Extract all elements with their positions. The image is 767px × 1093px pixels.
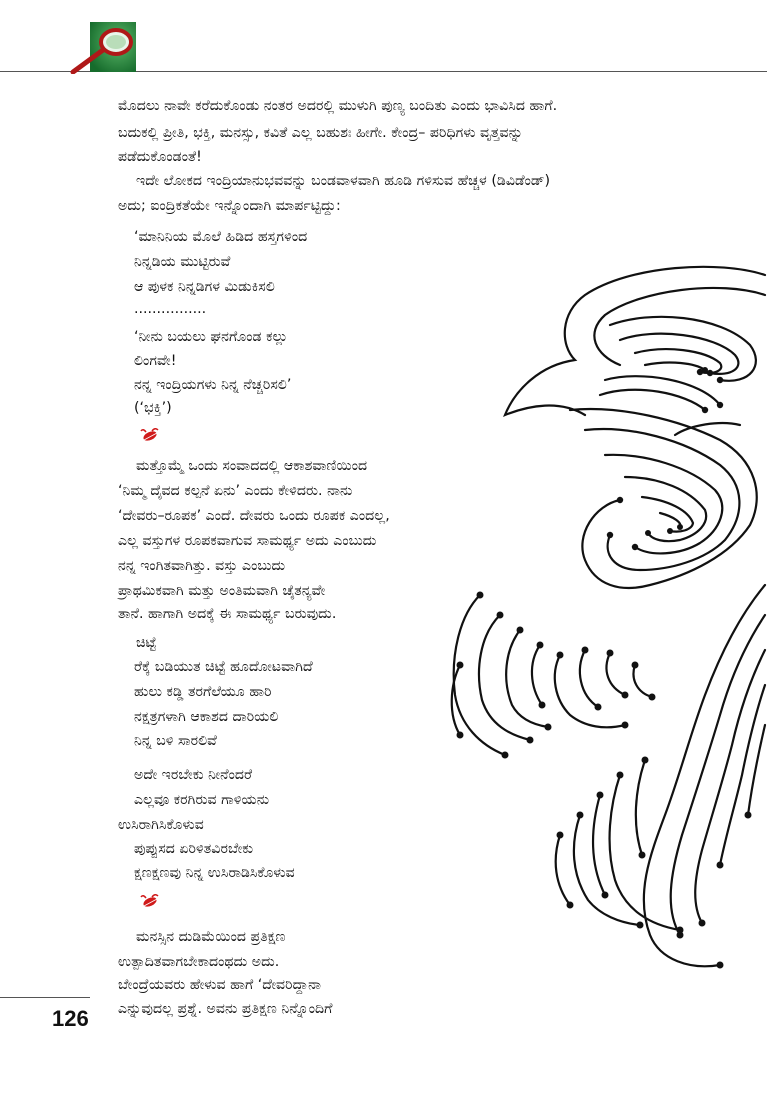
- poem-line: ಅದೇ ಇರಬೇಕು ನೀನೆಂದರೆ: [134, 767, 253, 783]
- body-text-line: ಎನ್ನುವುದಲ್ಲ ಪ್ರಶ್ನೆ. ಅವನು ಪ್ರತಿಕ್ಷಣ ನಿನ್ನೊಂದಿಗೆ: [118, 1001, 333, 1017]
- body-text-line: ಮೊದಲು ನಾವೇ ಕರೆದುಕೊಂಡು ನಂತರ ಅದರಲ್ಲಿ ಮುಳುಗಿ ಪುಣ್ಯ ಬಂದಿತು ಎಂದು ಭಾವಿಸಿದ ಹಾಗೆ.: [118, 98, 558, 114]
- bee-ornament-icon: [140, 894, 160, 908]
- bee-ornament-icon: [140, 428, 160, 442]
- poem-line: ಆ ಪುಳಕ ನಿನ್ನಡಿಗಳ ಮಿಡುಕಿಸಲಿ: [134, 279, 275, 295]
- fingerprint-illustration: [420, 255, 767, 990]
- poem-line: ರೆಕ್ಕೆ ಬಡಿಯುತ ಚಿಟ್ಟೆ ಹೂದೋಟವಾಗಿದೆ: [134, 659, 313, 675]
- poem-line: ನಿನ್ನ ಬಳಿ ಸಾರಲಿವೆ: [134, 733, 217, 749]
- body-text-line: ಪಡೆದುಕೊಂಡಂತೆ!: [118, 149, 202, 165]
- poem-line: ನಿನ್ನಡಿಯ ಮುಟ್ಟಿರುವೆ: [134, 254, 231, 270]
- body-text-line: ತಾನೆ. ಹಾಗಾಗಿ ಅದಕ್ಕೆ ಈ ಸಾಮರ್ಥ್ಯ ಬರುವುದು.: [118, 606, 337, 622]
- body-text-line: ಅದು; ಐಂದ್ರಿಕತೆಯೇ ಇನ್ನೊಂದಾಗಿ ಮಾರ್ಪಟ್ಟಿದ್ದು:: [118, 198, 341, 214]
- page-number: 126: [52, 1006, 89, 1031]
- body-text-line: ನನ್ನ ಇಂಗಿತವಾಗಿತ್ತು. ವಸ್ತು ಎಂಬುದು: [118, 558, 286, 574]
- poem-source: (‘ಭಕ್ತಿ’): [134, 400, 172, 416]
- poem-line: ಎಲ್ಲವೂ ಕರಗಿರುವ ಗಾಳಿಯನು: [134, 792, 270, 808]
- poem-line: ಹುಲು ಕಡ್ಡಿ ತರಗೆಲೆಯೂ ಹಾರಿ: [134, 684, 272, 700]
- poem-line: ‘ನೀನು ಬಯಲು ಘನಗೊಂಡ ಕಲ್ಲು: [134, 329, 288, 345]
- body-text-line: ಬದುಕಲ್ಲಿ ಪ್ರೀತಿ, ಭಕ್ತಿ, ಮನಸ್ಸು, ಕವಿತೆ ಎಲ್ಲ ಬಹುಶಃ ಹೀಗೇ. ಕೇಂದ್ರ– ಪರಿಧಿಗಳು ವೃತ್ತವನ್ನು: [118, 125, 523, 141]
- magnifier-icon: [70, 22, 136, 74]
- poem-line: ನನ್ನ ಇಂದ್ರಿಯಗಳು ನಿನ್ನ ನೆಚ್ಚರಿಸಲಿ’: [134, 377, 292, 393]
- body-text-line: ಮತ್ತೊಮ್ಮೆ ಒಂದು ಸಂವಾದದಲ್ಲಿ ಆಕಾಶವಾಣಿಯಿಂದ: [136, 458, 368, 474]
- body-text-line: ಉತ್ಪಾದಿತವಾಗಬೇಕಾದಂಥದು ಅದು.: [118, 954, 280, 970]
- poem-title: ಚಿಟ್ಟೆ: [136, 635, 157, 651]
- body-text-line: ಮನಸ್ಸಿನ ದುಡಿಮೆಯಿಂದ ಪ್ರತಿಕ್ಷಣ: [136, 929, 286, 945]
- body-text-line: ಪ್ರಾಥಮಿಕವಾಗಿ ಮತ್ತು ಅಂತಿಮವಾಗಿ ಚೈತನ್ಯವೇ: [118, 583, 326, 599]
- poem-line: ಉಸಿರಾಗಿಸಿಕೊಳುವ: [118, 817, 204, 833]
- poem-line: ಕ್ಷಣಕ್ಷಣವು ನಿನ್ನ ಉಸಿರಾಡಿಸಿಕೊಳುವ: [134, 865, 295, 881]
- body-text-line: ಎಲ್ಲ ವಸ್ತುಗಳ ರೂಪಕವಾಗುವ ಸಾಮರ್ಥ್ಯ ಅದು ಎಂಬುದು: [118, 533, 377, 549]
- poem-line: ನಕ್ಷತ್ರಗಳಾಗಿ ಆಕಾಶದ ದಾರಿಯಲಿ: [134, 709, 279, 725]
- body-text-line: ಇದೇ ಲೋಕದ ಇಂದ್ರಿಯಾನುಭವವನ್ನು ಬಂಡವಾಳವಾಗಿ ಹೂಡಿ ಗಳಿಸುವ ಹೆಚ್ಚಳ (ಡಿವಿಡೆಂಡ್): [136, 173, 551, 189]
- body-text-line: ಬೇಂದ್ರೆಯವರು ಹೇಳುವ ಹಾಗೆ ‘ದೇವರಿದ್ದಾನಾ: [118, 977, 322, 993]
- poem-ellipsis: ................: [134, 301, 207, 317]
- body-text-line: ‘ನಿಮ್ಮ ದೈವದ ಕಲ್ಪನೆ ಏನು’ ಎಂದು ಕೇಳಿದರು. ನಾನು: [118, 483, 353, 499]
- body-text-line: ‘ದೇವರು–ರೂಪಕ’ ಎಂದೆ. ದೇವರು ಒಂದು ರೂಪಕ ಎಂದಲ್ಲ,: [118, 508, 390, 524]
- poem-line: ಪುಪ್ಪುಸದ ಏರಿಳಿತವಿರಬೇಕು: [134, 841, 254, 857]
- poem-line: ‘ಮಾನಿನಿಯ ಮೊಲೆ ಹಿಡಿದ ಹಸ್ತಗಳಿಂದ: [134, 229, 308, 245]
- footer-rule: [0, 997, 90, 998]
- poem-line: ಲಿಂಗವೇ!: [134, 353, 177, 369]
